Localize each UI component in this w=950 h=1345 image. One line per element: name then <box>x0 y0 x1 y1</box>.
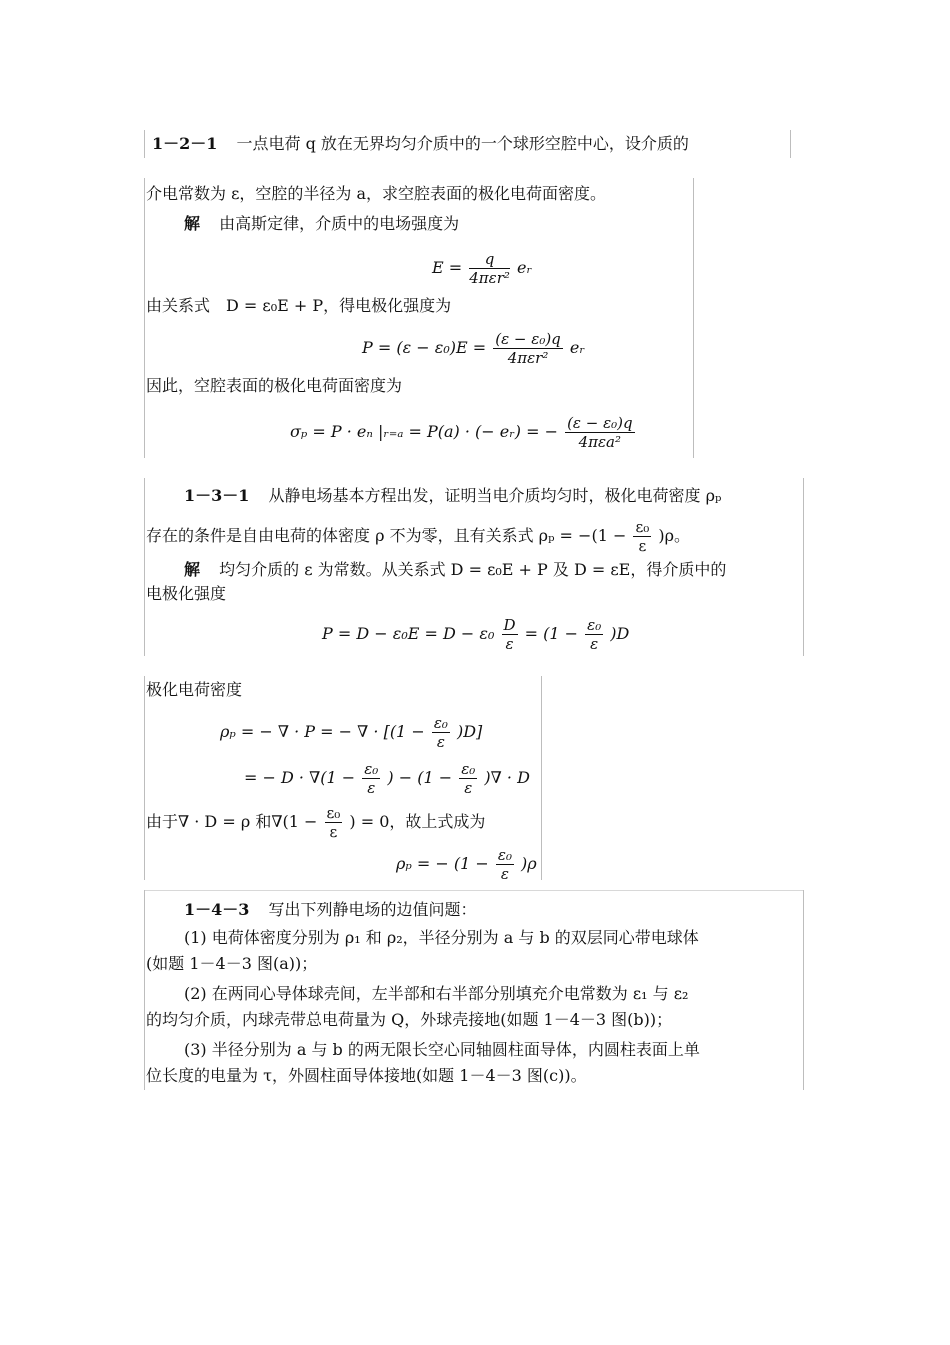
item-1-line: (1) 电荷体密度分别为 ρ₁ 和 ρ₂，半径分别为 a 与 b 的双层同心带电球体 <box>184 928 699 947</box>
equation-expand: = − D · ∇(1 − $\frac{\text{ε₀}}{\varepsilon}$ ) − (1 − $\frac{\text{ε₀}}{\varepsilon}$ )∇ · D <box>244 760 530 797</box>
equation-P: P = D − ε₀E = D − ε₀ $\frac{D}{\varepsilon}$ = (1 − $\frac{\text{ε₀}}{\varepsilon}$ )D <box>322 616 630 653</box>
left-rule <box>144 130 145 158</box>
left-rule <box>144 890 145 1090</box>
problem-text: 写出下列静电场的边值问题： <box>268 900 477 919</box>
text-line: 由于∇ · D = ρ 和∇(1 − $\frac{\text{ε₀}}{\varepsilon}$ ) = 0，故上式成为 <box>146 804 486 841</box>
problem-text: 一点电荷 q 放在无界均匀介质中的一个球形空腔中心，设介质的 <box>236 134 689 153</box>
right-rule <box>803 478 804 656</box>
equation-E: E = $\frac{q}{\text{4πεr²}}$ eᵣ <box>432 250 533 287</box>
right-rule <box>790 130 791 158</box>
item-3-line: (3) 半径分别为 a 与 b 的两无限长空心同轴圆柱面导体，内圆柱表面上单 <box>184 1040 700 1059</box>
hence-line: 因此，空腔表面的极化电荷面密度为 <box>146 376 403 395</box>
text-line: 电极化强度 <box>146 584 227 603</box>
left-rule <box>144 676 145 880</box>
problem-number: 1－2－1 <box>152 134 218 153</box>
left-rule <box>144 478 145 656</box>
left-rule <box>144 178 145 458</box>
item-1-cont: (如题 1－4－3 图(a))； <box>146 954 318 973</box>
problem-text: 从静电场基本方程出发，证明当电介质均匀时，极化电荷密度 ρₚ <box>268 486 722 505</box>
item-2-line: (2) 在两同心导体球壳间，左半部和右半部分别填充介电常数为 ε₁ 与 ε₂ <box>184 984 689 1003</box>
equation-P: P = (ε − ε₀)E = $\frac{\text{(ε − ε₀)q}}{\text{4πεr²}}$ eᵣ <box>362 330 585 367</box>
top-rule <box>144 890 804 891</box>
equation-result: ρₚ = − (1 − $\frac{\text{ε₀}}{\varepsilon}$ )ρ <box>396 846 537 883</box>
equation-rho-p: ρₚ = − ∇ · P = − ∇ · [(1 − $\frac{\text{ε₀}}{\varepsilon}$ )D] <box>220 714 483 751</box>
solution-text: 由高斯定律，介质中的电场强度为 <box>219 214 460 233</box>
problem-number: 1－3－1 <box>184 486 250 505</box>
problem-text-line: 存在的条件是自由电荷的体密度 ρ 不为零，且有关系式 ρₚ = −(1 − $\frac{\text{ε₀}}{\varepsilon}$ )ρ。 <box>146 518 691 555</box>
solution-text: 均匀介质的 ε 为常数。从关系式 D = ε₀E + P 及 D = εE，得介质中的 <box>219 560 727 579</box>
problem-1-3-1-continued <box>144 676 542 883</box>
problem-1-4-3 <box>144 890 804 1090</box>
right-rule <box>803 890 804 1090</box>
right-rule <box>541 676 542 880</box>
relation-line: 由关系式 D = ε₀E + P，得电极化强度为 <box>146 296 452 315</box>
text-line: 极化电荷密度 <box>146 680 243 699</box>
item-3-cont: 位长度的电量为 τ，外圆柱面导体接地(如题 1－4－3 图(c))。 <box>146 1066 587 1085</box>
item-2-cont: 的均匀介质，内球壳带总电荷量为 Q，外球壳接地(如题 1－4－3 图(b))； <box>146 1010 673 1029</box>
problem-1-2-1-body <box>144 178 694 458</box>
problem-1-3-1 <box>144 478 804 656</box>
problem-1-2-1-header <box>144 130 792 158</box>
problem-text-line: 介电常数为 ε，空腔的半径为 a，求空腔表面的极化电荷面密度。 <box>146 184 607 203</box>
solution-label: 解 <box>184 560 201 579</box>
equation-sigma: σₚ = P · eₙ |ᵣ₌ₐ = P(a) · (− eᵣ) = − $\frac{\text{(ε − ε₀)q}}{\text{4πεa²}}$ <box>290 414 633 451</box>
right-rule <box>693 178 694 458</box>
solution-label: 解 <box>184 214 201 233</box>
problem-number: 1－4－3 <box>184 900 250 919</box>
